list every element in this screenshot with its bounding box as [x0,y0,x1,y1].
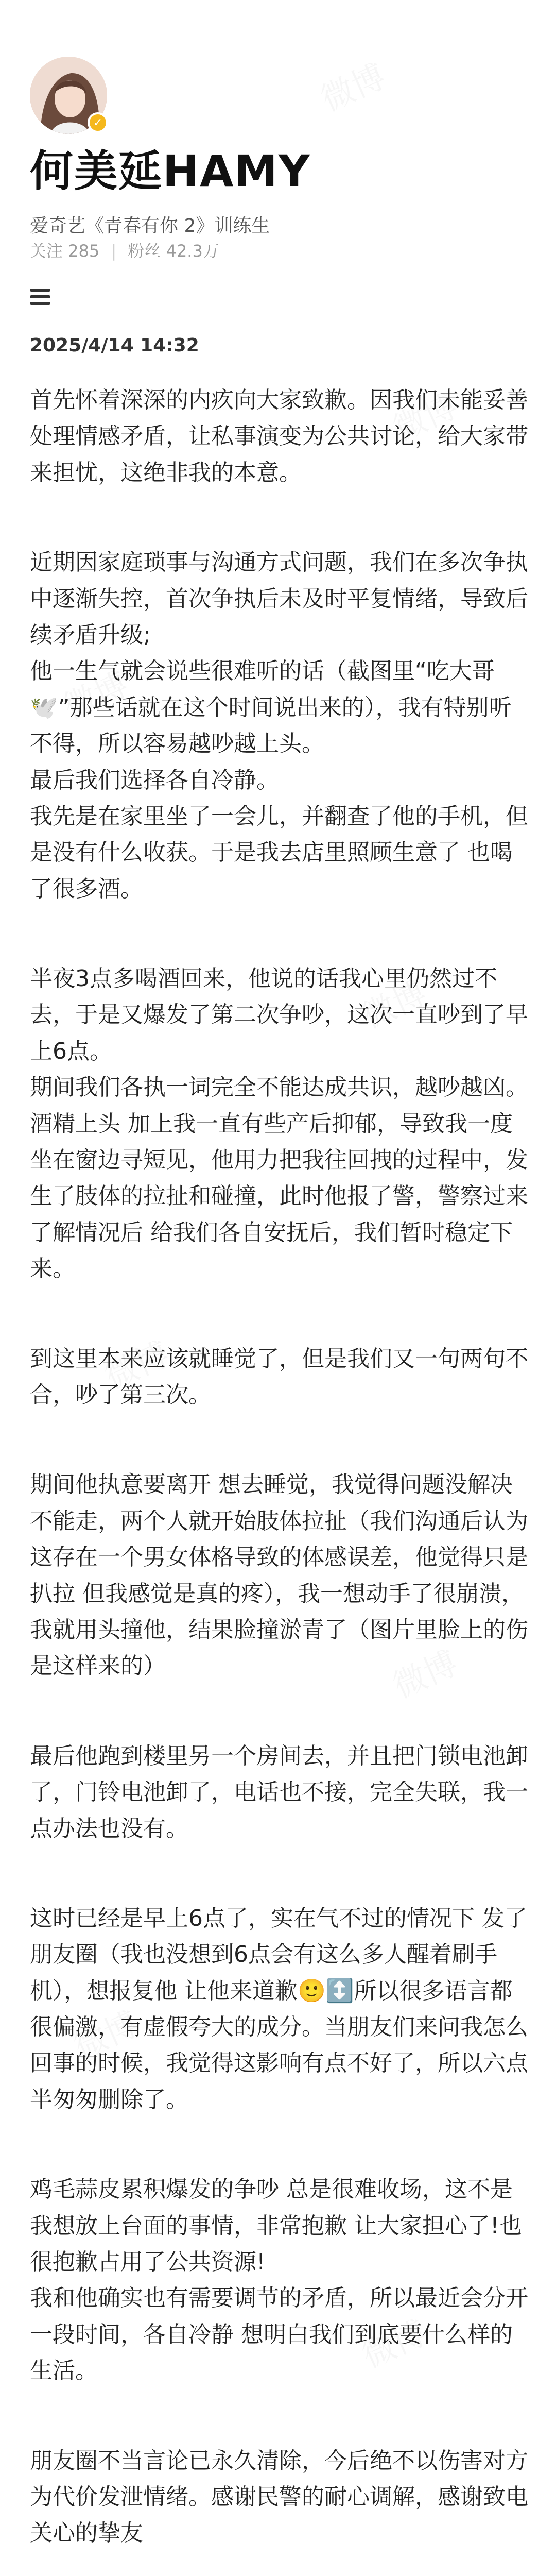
post-paragraph: 鸡毛蒜皮累积爆发的争吵 总是很难收场，这不是我想放上台面的事情，非常抱歉 让大家担心了!也很抱歉占用了公共资源! [30,2176,522,2276]
paragraph-gap [30,491,529,545]
menu-lines-icon[interactable] [30,289,50,305]
post-paragraph: 他一生气就会说些很难听的话（截图里“吃大哥🕊️”那些话就在这个时间说出来的），我有特别听不得，所以容易越吵越上头。 [30,658,512,757]
post-paragraph: 期间我们各执一词完全不能达成共识，越吵越凶。酒精上头 加上我一直有些产后抑郁，导致我一度坐在窗边寻短见，他用力把我往回拽的过程中，发生了肢体的拉扯和碰撞，此时他报了警，警察过来了解情况后 给我们各自安抚后，我们暂时稳定下来。 [30,1074,528,1282]
profile-name: 何美延HAMY [30,146,311,196]
post-paragraph: 朋友圈不当言论已永久清除，今后绝不以伤害对方为代价发泄情绪。感谢民警的耐心调解，感谢致电关心的挚友 [30,2447,528,2547]
fans-label[interactable]: 粉丝 [128,241,161,261]
post-paragraph: 这时已经是早上6点了，实在气不过的情况下 发了朋友圈（我也没想到6点会有这么多人醒着刷手机），想报复他 让他来道歉🙂↕️所以很多语言都很偏激，有虚假夸大的成分。当朋友们来问我怎么回事的时候，我觉得这影响有点不好了，所以六点半匆匆删除了。 [30,1905,528,2113]
post-paragraph: 到这里本来应该就睡觉了，但是我们又一句两句不合，吵了第三次。 [30,1345,528,1408]
paragraph-gap [30,1413,529,1467]
watermark-text [312,50,392,121]
post-paragraph: 近期因家庭琐事与沟通方式问题，我们在多次争执中逐渐失控，首次争执后未及时平复情绪，导致后续矛盾升级; [30,549,528,648]
follow-count[interactable]: 285 [68,241,100,261]
paragraph-gap [30,1287,529,1341]
profile-stats [30,238,219,262]
profile-bio: 爱奇艺《青春有你 2》训练生 [30,215,270,236]
post-paragraph: 期间他执意要离开 想去睡觉，我觉得问题没解决不能走，两个人就开始肢体拉扯（我们沟通后认为 这存在一个男女体格导致的体感误差，他觉得只是扒拉 但我感觉是真的疼），我一想动手了很崩溃，我就用头撞他，结果脸撞淤青了（图片里脸上的伤是这样来的） [30,1471,528,1680]
stats-divider: | [111,241,117,261]
post-paragraph: 我和他确实也有需要调节的矛盾，所以最近会分开一段时间，各自冷静 想明白我们到底要什么样的生活。 [30,2285,528,2384]
paragraph-gap [30,2118,529,2172]
post-paragraph: 我先是在家里坐了一会儿，并翻查了他的手机，但是没有什么收获。于是我去店里照顾生意了 也喝了很多酒。 [30,803,528,902]
post-paragraph: 半夜3点多喝酒回来，他说的话我心里仍然过不去，于是又爆发了第二次争吵，这次一直吵到了早上6点。 [30,965,528,1064]
follow-label[interactable]: 关注 [30,241,63,261]
paragraph-gap [30,1685,529,1738]
paragraph-gap [30,1847,529,1901]
paragraph-gap [30,907,529,961]
post-paragraph: 首先怀着深深的内疚向大家致歉。因我们未能妥善处理情感矛盾，让私事演变为公共讨论，给大家带来担忧，这绝非我的本意。 [30,387,528,486]
fans-count[interactable]: 42.3万 [166,241,219,261]
post-paragraph: 最后我们选择各自冷静。 [30,767,279,793]
post-content [30,382,529,2552]
paragraph-gap [30,2389,529,2443]
post-paragraph: 最后他跑到楼里另一个房间去，并且把门锁电池卸了，门铃电池卸了，电话也不接，完全失联，我一点办法也没有。 [30,1742,528,1842]
verified-badge-icon: ✓ [88,112,108,133]
post-date: 2025/4/14 14:32 [30,335,199,356]
